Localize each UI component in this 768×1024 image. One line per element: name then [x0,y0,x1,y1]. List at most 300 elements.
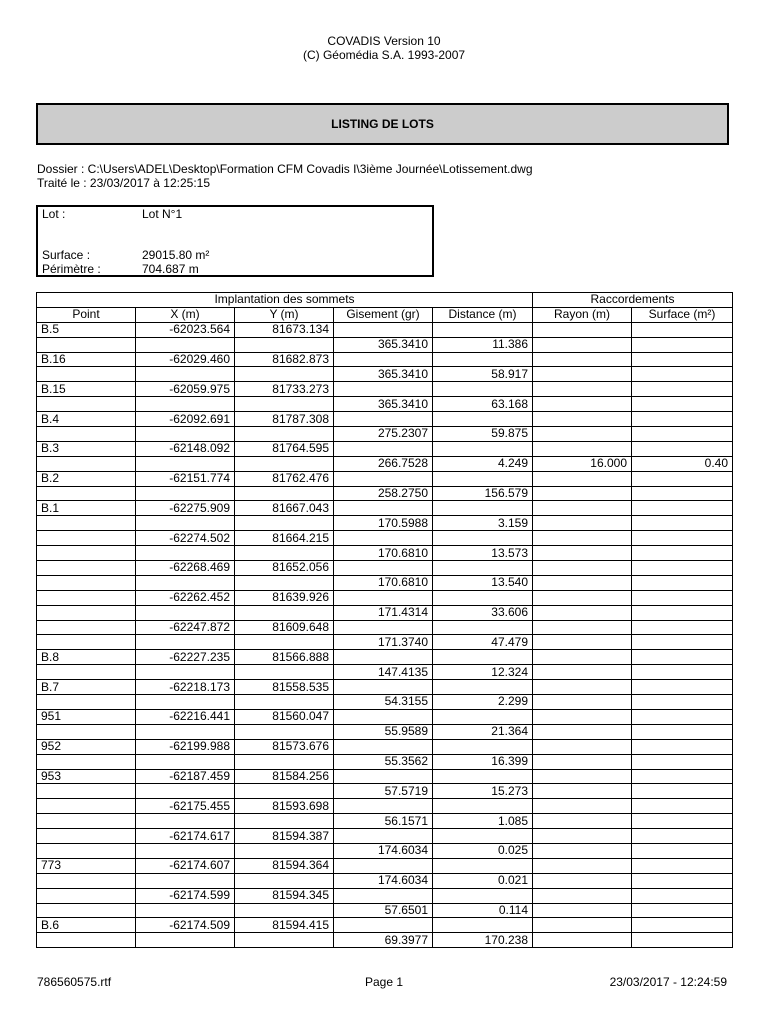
cell-point: B.16 [37,352,136,367]
cell-x: -62275.909 [136,501,235,516]
cell-distance: 3.159 [433,516,533,531]
cell-rayon [533,858,632,873]
cell-rayon [533,412,632,427]
cell-surface [632,486,733,501]
cell-surface [632,903,733,918]
cell-x [136,635,235,650]
cell-rayon [533,397,632,412]
table-row [37,516,733,531]
cell-point [37,546,136,561]
cell-y [235,903,334,918]
cell-gisement [334,918,433,933]
cell-y [235,575,334,590]
cell-x: -62092.691 [136,412,235,427]
cell-surface [632,843,733,858]
column-header-row [37,307,733,322]
cell-gisement: 174.6034 [334,843,433,858]
cell-distance [433,382,533,397]
cell-point [37,754,136,769]
cell-point [37,724,136,739]
cell-y: 81673.134 [235,322,334,337]
cell-surface [632,635,733,650]
table-row [37,397,733,412]
cell-point [37,784,136,799]
cell-rayon [533,843,632,858]
cell-gisement: 275.2307 [334,427,433,442]
cell-gisement [334,680,433,695]
cell-distance [433,650,533,665]
table-row [37,888,733,903]
cell-y: 81733.273 [235,382,334,397]
table-row [37,665,733,680]
col-surface: Surface (m²) [632,307,733,322]
cell-distance: 0.021 [433,873,533,888]
cell-surface [632,605,733,620]
cell-distance: 59.875 [433,427,533,442]
cell-surface [632,695,733,710]
cell-surface [632,769,733,784]
cell-x: -62274.502 [136,531,235,546]
table-row [37,918,733,933]
group-raccordements: Raccordements [533,293,733,308]
cell-surface [632,680,733,695]
cell-distance: 11.386 [433,337,533,352]
cell-rayon [533,382,632,397]
cell-y [235,546,334,561]
cell-y [235,337,334,352]
table-row [37,531,733,546]
cell-x: -62174.617 [136,829,235,844]
cell-rayon [533,427,632,442]
cell-point [37,873,136,888]
table-row [37,337,733,352]
table-row [37,724,733,739]
cell-y [235,933,334,948]
cell-distance: 13.540 [433,575,533,590]
cell-rayon [533,605,632,620]
cell-point [37,590,136,605]
table-row [37,501,733,516]
cell-distance: 21.364 [433,724,533,739]
cell-x [136,814,235,829]
cell-distance [433,829,533,844]
document-header [0,34,768,62]
cell-x: -62247.872 [136,620,235,635]
table-row [37,412,733,427]
cell-surface [632,546,733,561]
cell-gisement: 55.9589 [334,724,433,739]
cell-y [235,814,334,829]
cell-rayon [533,724,632,739]
cell-rayon [533,650,632,665]
cell-y: 81566.888 [235,650,334,665]
cell-gisement: 57.5719 [334,784,433,799]
table-row [37,605,733,620]
cell-distance [433,769,533,784]
cell-x: -62174.599 [136,888,235,903]
cell-rayon [533,888,632,903]
cell-gisement [334,382,433,397]
table-row [37,873,733,888]
cell-gisement: 57.6501 [334,903,433,918]
cell-y [235,486,334,501]
cell-point: B.5 [37,322,136,337]
cell-distance [433,590,533,605]
cell-surface [632,918,733,933]
cell-x [136,397,235,412]
cell-rayon [533,501,632,516]
cell-x [136,575,235,590]
cell-gisement [334,352,433,367]
cell-point: B.7 [37,680,136,695]
cell-x [136,873,235,888]
cell-rayon [533,918,632,933]
cell-gisement [334,620,433,635]
cell-surface [632,516,733,531]
cell-x: -62029.460 [136,352,235,367]
cell-point: B.2 [37,471,136,486]
cell-rayon [533,635,632,650]
cell-gisement: 365.3410 [334,337,433,352]
lot-label: Lot : [42,207,66,221]
col-distance: Distance (m) [433,307,533,322]
cell-distance: 2.299 [433,695,533,710]
cell-gisement [334,441,433,456]
table-row [37,352,733,367]
surface-row [42,249,209,262]
cell-gisement [334,799,433,814]
cell-point [37,695,136,710]
cell-gisement [334,531,433,546]
cell-x [136,367,235,382]
lot-value: Lot N°1 [142,207,183,221]
cell-x: -62187.459 [136,769,235,784]
cell-x: -62148.092 [136,441,235,456]
perimetre-label: Périmètre : [42,262,101,276]
cell-y [235,635,334,650]
cell-point [37,888,136,903]
cell-y: 81682.873 [235,352,334,367]
cell-x: -62262.452 [136,590,235,605]
cell-y [235,754,334,769]
cell-gisement [334,561,433,576]
cell-y [235,397,334,412]
cell-y [235,367,334,382]
cell-rayon [533,709,632,724]
cell-distance: 12.324 [433,665,533,680]
cell-surface [632,575,733,590]
cell-rayon [533,680,632,695]
cell-rayon [533,367,632,382]
table-row [37,754,733,769]
cell-y [235,456,334,471]
cell-gisement [334,471,433,486]
cell-distance [433,531,533,546]
cell-point: B.4 [37,412,136,427]
cell-rayon [533,561,632,576]
cell-surface [632,784,733,799]
cell-y [235,695,334,710]
cell-point: 952 [37,739,136,754]
cell-gisement [334,739,433,754]
cell-surface [632,427,733,442]
table-row [37,843,733,858]
cell-surface [632,799,733,814]
cell-y: 81594.387 [235,829,334,844]
cell-distance: 15.273 [433,784,533,799]
cell-distance: 16.399 [433,754,533,769]
col-point: Point [37,307,136,322]
cell-point [37,367,136,382]
cell-y [235,843,334,858]
cell-distance [433,918,533,933]
cell-surface [632,412,733,427]
cell-distance: 63.168 [433,397,533,412]
cell-gisement: 365.3410 [334,367,433,382]
cell-surface [632,561,733,576]
software-version: COVADIS Version 10 [327,34,441,48]
cell-rayon [533,739,632,754]
cell-rayon [533,471,632,486]
cell-surface [632,754,733,769]
cell-gisement: 171.3740 [334,635,433,650]
cell-x [136,605,235,620]
cell-x: -62227.235 [136,650,235,665]
cell-x [136,665,235,680]
cell-x [136,933,235,948]
cell-gisement: 258.2750 [334,486,433,501]
cell-distance: 0.114 [433,903,533,918]
cell-x [136,695,235,710]
table-row [37,903,733,918]
cell-distance [433,441,533,456]
cell-surface: 0.40 [632,456,733,471]
cell-surface [632,367,733,382]
col-gisement: Gisement (gr) [334,307,433,322]
cell-distance [433,412,533,427]
cell-gisement: 147.4135 [334,665,433,680]
cell-rayon [533,873,632,888]
cell-gisement [334,650,433,665]
cell-x: -62023.564 [136,322,235,337]
cell-distance [433,561,533,576]
cell-point [37,605,136,620]
footer-filename: 786560575.rtf [37,975,112,989]
table-row [37,471,733,486]
col-rayon: Rayon (m) [533,307,632,322]
cell-y [235,605,334,620]
cell-rayon: 16.000 [533,456,632,471]
cell-x: -62216.441 [136,709,235,724]
table-row [37,650,733,665]
cell-gisement: 56.1571 [334,814,433,829]
cell-y: 81787.308 [235,412,334,427]
cell-rayon [533,933,632,948]
cell-rayon [533,352,632,367]
cell-gisement: 170.6810 [334,546,433,561]
cell-x: -62174.607 [136,858,235,873]
cell-rayon [533,829,632,844]
perimetre-row [42,263,199,276]
cell-x [136,516,235,531]
table-row [37,858,733,873]
cell-y [235,724,334,739]
cell-surface [632,724,733,739]
cell-surface [632,471,733,486]
cell-distance: 58.917 [433,367,533,382]
cell-distance: 47.479 [433,635,533,650]
cell-gisement: 266.7528 [334,456,433,471]
cell-rayon [533,322,632,337]
cell-rayon [533,486,632,501]
cell-point: 951 [37,709,136,724]
cell-point: B.1 [37,501,136,516]
cell-y: 81762.476 [235,471,334,486]
cell-x [136,486,235,501]
cell-y: 81652.056 [235,561,334,576]
cell-point [37,397,136,412]
cell-point [37,829,136,844]
cell-rayon [533,546,632,561]
cell-surface [632,382,733,397]
cell-point [37,561,136,576]
cell-rayon [533,575,632,590]
processed-date: Traité le : 23/03/2017 à 12:25:15 [37,176,211,190]
table-row [37,322,733,337]
cell-point [37,486,136,501]
cell-surface [632,441,733,456]
cell-rayon [533,903,632,918]
surface-label: Surface : [42,248,91,262]
cell-point [37,665,136,680]
cell-gisement [334,709,433,724]
lot-summary-box [36,205,434,277]
table-row [37,427,733,442]
cell-x: -62268.469 [136,561,235,576]
cell-gisement [334,858,433,873]
cell-distance [433,620,533,635]
cell-y: 81584.256 [235,769,334,784]
cell-surface [632,620,733,635]
cell-gisement [334,888,433,903]
table-row [37,695,733,710]
cell-point [37,456,136,471]
table-row [37,814,733,829]
cell-surface [632,933,733,948]
cell-gisement: 55.3562 [334,754,433,769]
cell-gisement: 170.5988 [334,516,433,531]
cell-distance: 156.579 [433,486,533,501]
cell-x [136,337,235,352]
cell-y: 81560.047 [235,709,334,724]
lot-row [42,208,182,221]
cell-distance: 4.249 [433,456,533,471]
cell-point [37,531,136,546]
cell-distance [433,739,533,754]
cell-surface [632,352,733,367]
cell-x [136,784,235,799]
cell-point [37,903,136,918]
cell-point [37,799,136,814]
cell-distance [433,888,533,903]
cell-x: -62151.774 [136,471,235,486]
table-row [37,456,733,471]
cell-rayon [533,769,632,784]
cell-surface [632,888,733,903]
cell-gisement [334,412,433,427]
cell-y: 81594.415 [235,918,334,933]
cell-y: 81558.535 [235,680,334,695]
cell-surface [632,739,733,754]
cell-x [136,843,235,858]
cell-point [37,635,136,650]
table-row [37,382,733,397]
table-row [37,829,733,844]
cell-y [235,784,334,799]
cell-rayon [533,814,632,829]
cell-surface [632,829,733,844]
cell-surface [632,337,733,352]
cell-point [37,620,136,635]
cell-rayon [533,531,632,546]
table-row [37,739,733,754]
cell-distance: 33.606 [433,605,533,620]
cell-gisement: 69.3977 [334,933,433,948]
footer-page: Page 1 [364,975,404,989]
cell-rayon [533,620,632,635]
cell-y [235,665,334,680]
copyright: (C) Géomédia S.A. 1993-2007 [302,48,466,62]
cell-rayon [533,441,632,456]
cell-gisement [334,501,433,516]
cell-point: B.8 [37,650,136,665]
table-row [37,575,733,590]
cell-y: 81573.676 [235,739,334,754]
cell-y [235,427,334,442]
cell-rayon [533,799,632,814]
cell-distance [433,322,533,337]
group-implantation: Implantation des sommets [37,293,533,308]
cell-point: B.6 [37,918,136,933]
perimetre-value: 704.687 m [142,262,199,276]
cell-rayon [533,590,632,605]
vertices-table [36,292,733,948]
cell-distance: 13.573 [433,546,533,561]
cell-x [136,546,235,561]
table-row [37,546,733,561]
table-row [37,590,733,605]
cell-rayon [533,665,632,680]
footer-date: 23/03/2017 - 12:24:59 [609,975,727,989]
cell-y: 81609.648 [235,620,334,635]
cell-x: -62059.975 [136,382,235,397]
cell-point: B.15 [37,382,136,397]
cell-gisement: 171.4314 [334,605,433,620]
cell-distance [433,709,533,724]
cell-x: -62218.173 [136,680,235,695]
cell-y [235,516,334,531]
table-row [37,620,733,635]
cell-gisement: 174.6034 [334,873,433,888]
cell-surface [632,531,733,546]
cell-rayon [533,754,632,769]
col-x: X (m) [136,307,235,322]
cell-point [37,337,136,352]
cell-y: 81664.215 [235,531,334,546]
col-y: Y (m) [235,307,334,322]
table-row [37,784,733,799]
dossier-path: Dossier : C:\Users\ADEL\Desktop\Formation CFM Covadis I\3ième Journée\Lotissement.dwg [37,162,533,176]
